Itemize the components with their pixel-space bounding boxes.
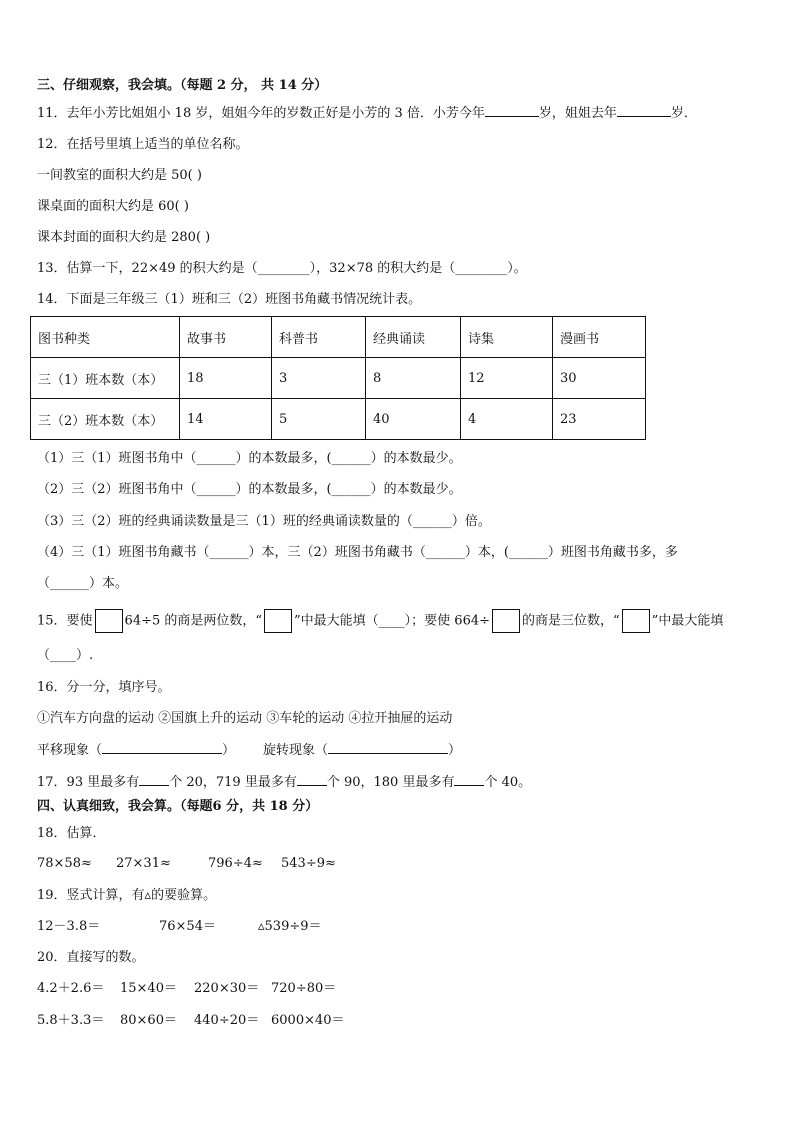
table-cell: 40: [366, 399, 461, 440]
question-17: [37, 773, 531, 792]
q16-answer-line: [37, 741, 461, 760]
table-cell: 23: [553, 399, 646, 440]
q17-text-b: 个 20，719 里最多有: [169, 775, 297, 790]
table-cell: 5: [272, 399, 366, 440]
table-cell: 14: [180, 399, 272, 440]
q20-item: 720÷80＝: [271, 981, 337, 996]
q16-close-paren: ）: [222, 743, 236, 758]
q15-digit-box-3[interactable]: [492, 609, 520, 633]
q18-item: 543÷9≈: [281, 856, 336, 871]
question-16-stem: 16．分一分，填序号。: [37, 680, 171, 695]
q12-item-1: 一间教室的面积大约是 50( ): [37, 168, 202, 183]
table-cell: 8: [366, 358, 461, 399]
question-15-line-1: [37, 609, 723, 633]
q19-item: 12－3.8＝: [37, 919, 101, 934]
question-13: 13．估算一下，22×49 的积大约是（________），32×78 的积大约是（________）。: [37, 261, 527, 276]
q17-text-c: 个 90，180 里最多有: [326, 775, 455, 790]
table-cell: 三（1）班本数（本）: [31, 358, 180, 399]
q17-blank-3[interactable]: [454, 773, 484, 786]
q15-digit-box-2[interactable]: [264, 609, 292, 633]
q18-item: 796÷4≈: [208, 856, 263, 871]
q20-item: 440÷20＝: [194, 1013, 260, 1028]
q11-blank-1[interactable]: [485, 104, 539, 117]
q20-item: 4.2＋2.6＝: [37, 981, 105, 996]
table-header-cell: 图书种类: [31, 317, 180, 358]
q17-text-a: 17．93 里最多有: [37, 775, 140, 790]
table-header-cell: 故事书: [180, 317, 272, 358]
question-15-line-2: （____）.: [37, 648, 94, 663]
q17-blank-1[interactable]: [139, 773, 169, 786]
q14-sub-1: （1）三（1）班图书角中（______）的本数最多，(______）的本数最少。: [37, 451, 462, 466]
table-header-cell: 经典诵读: [366, 317, 461, 358]
table-cell: 4: [461, 399, 553, 440]
section-4-title: 四、认真细致，我会算。（每题6 分，共 18 分）: [37, 799, 319, 814]
q15-digit-box-1[interactable]: [95, 609, 123, 633]
q15-part-4: 的商是三位数，“: [522, 613, 620, 629]
table-cell: 三（2）班本数（本）: [31, 399, 180, 440]
question-19-stem: 19．竖式计算，有▵的要验算。: [37, 888, 217, 903]
q15-digit-box-4[interactable]: [622, 609, 650, 633]
q15-part-2: 64÷5 的商是两位数，“: [124, 613, 263, 629]
question-18-stem: 18．估算．: [37, 826, 106, 841]
q20-item: 15×40＝: [120, 981, 177, 996]
q12-item-2: 课桌面的面积大约是 60( ): [37, 199, 189, 214]
table-row: [31, 358, 646, 399]
q11-text-a: 11．去年小芳比姐姐小 18 岁，姐姐今年的岁数正好是小芳的 3 倍．小芳今年: [37, 106, 485, 121]
q16-translation-label: 平移现象（: [37, 743, 103, 758]
q16-options: ①汽车方向盘的运动 ②国旗上升的运动 ③车轮的运动 ④拉开抽屉的运动: [37, 711, 453, 726]
table-row: [31, 399, 646, 440]
q17-text-d: 个 40。: [484, 775, 532, 790]
q11-text-b: 岁，姐姐去年: [538, 106, 617, 121]
q19-item: 76×54＝: [159, 919, 216, 934]
q18-item: 27×31≈: [116, 856, 171, 871]
table-header-row: [31, 317, 646, 358]
question-12-stem: 12．在括号里填上适当的单位名称。: [37, 137, 249, 152]
q20-item: 5.8＋3.3＝: [37, 1013, 105, 1028]
library-stats-table: [30, 316, 646, 440]
section-3-title: 三、仔细观察，我会填。（每题 2 分， 共 14 分）: [37, 78, 328, 93]
question-20-stem: 20．直接写的数。: [37, 950, 145, 965]
question-14-stem: 14．下面是三年级三（1）班和三（2）班图书角藏书情况统计表。: [37, 292, 422, 307]
table-cell: 3: [272, 358, 366, 399]
q16-translation-blank[interactable]: [102, 741, 222, 754]
q17-blank-2[interactable]: [297, 773, 327, 786]
q20-item: 80×60＝: [120, 1013, 177, 1028]
q20-item: 6000×40＝: [271, 1013, 345, 1028]
q14-sub-4-line-1: （4）三（1）班图书角藏书（______）本，三（2）班图书角藏书（______）本，(______）班图书角藏书多，多: [37, 545, 678, 560]
table-header-cell: 漫画书: [553, 317, 646, 358]
q16-rotation-blank[interactable]: [328, 741, 448, 754]
q15-part-3: ”中最大能填（____）；要使 664÷: [294, 613, 491, 629]
q19-item: ▵539÷9＝: [258, 919, 322, 934]
q16-rotation-label: 旋转现象（: [263, 743, 329, 758]
q20-item: 220×30＝: [194, 981, 260, 996]
question-11: [37, 104, 697, 123]
q14-sub-3: （3）三（2）班的经典诵读数量是三（1）班的经典诵读数量的（______）倍。: [37, 514, 491, 529]
q11-text-c: 岁．: [670, 106, 697, 121]
q14-sub-2: （2）三（2）班图书角中（______）的本数最多，(______）的本数最少。: [37, 482, 462, 497]
table-header-cell: 科普书: [272, 317, 366, 358]
q12-item-3: 课本封面的面积大约是 280( ): [37, 230, 211, 245]
table-header-cell: 诗集: [461, 317, 553, 358]
q18-item: 78×58≈: [37, 856, 92, 871]
table-cell: 12: [461, 358, 553, 399]
q15-part-1: 15．要使: [37, 613, 93, 629]
q11-blank-2[interactable]: [617, 104, 671, 117]
q15-part-5: ”中最大能填: [651, 613, 724, 629]
q14-sub-4-line-2: （______）本。: [37, 576, 129, 591]
table-cell: 30: [553, 358, 646, 399]
table-cell: 18: [180, 358, 272, 399]
q16-close-paren: ）: [448, 743, 462, 758]
